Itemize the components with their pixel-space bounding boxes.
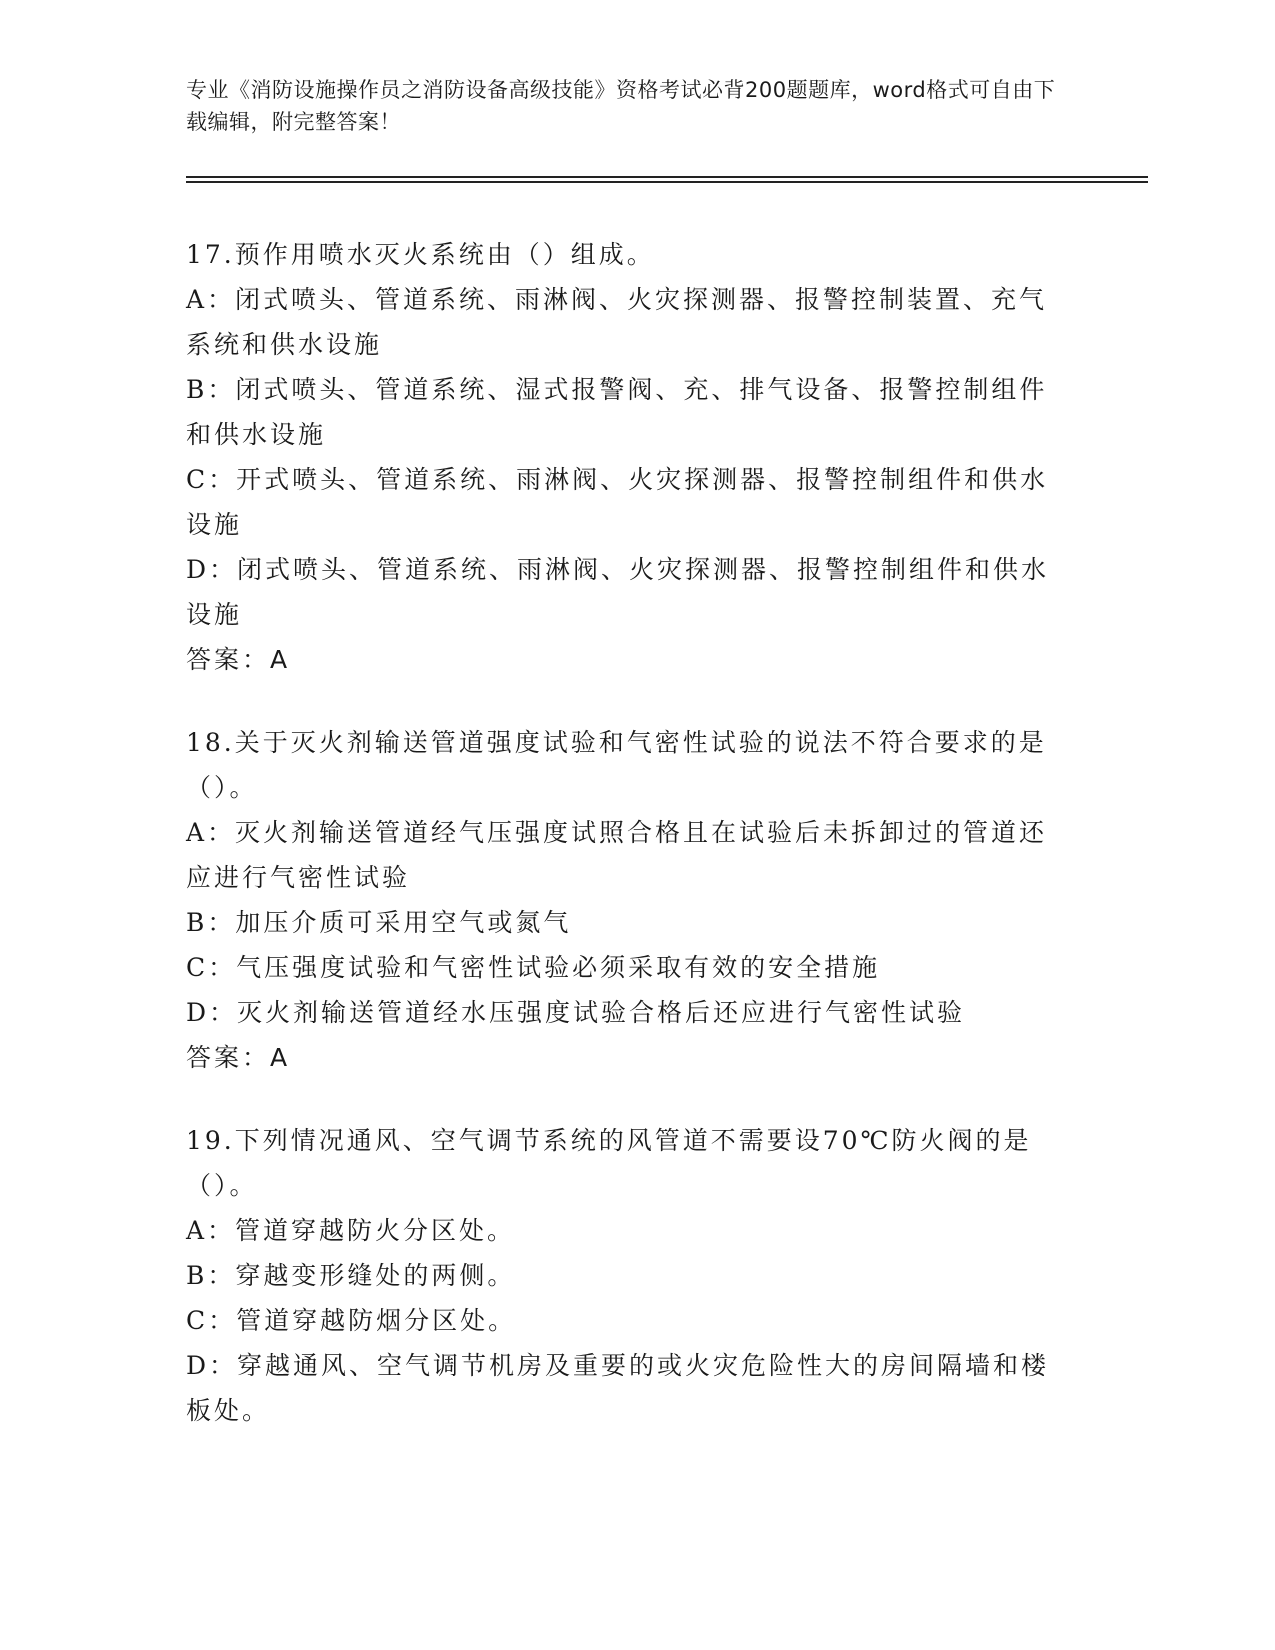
option-b: B：加压介质可采用空气或氮气 [186,908,572,937]
option-c: C：气压强度试验和气密性试验必须采取有效的安全措施 [186,953,881,982]
option-b: B：穿越变形缝处的两侧。 [186,1261,516,1290]
question-stem: 19.下列情况通风、空气调节系统的风管道不需要设70℃防火阀的是（）。 [186,1126,1032,1200]
question-18 [186,720,1066,1080]
option-d: D：灭火剂输送管道经水压强度试验合格后还应进行气密性试验 [186,998,966,1027]
answer-label: 答案：A [186,645,291,674]
question-stem: 18.关于灭火剂输送管道强度试验和气密性试验的说法不符合要求的是（）。 [186,728,1047,802]
header-divider-top [186,176,1148,178]
question-19 [186,1118,1066,1433]
option-c: C：开式喷头、管道系统、雨淋阀、火灾探测器、报警控制组件和供水设施 [186,465,1049,539]
option-b: B：闭式喷头、管道系统、湿式报警阀、充、排气设备、报警控制组件和供水设施 [186,375,1048,449]
header-divider-bottom [186,181,1148,183]
option-a: A：管道穿越防火分区处。 [186,1216,516,1245]
answer-label: 答案：A [186,1043,291,1072]
option-c: C：管道穿越防烟分区处。 [186,1306,517,1335]
option-d: D：穿越通风、空气调节机房及重要的或火灾危险性大的房间隔墙和楼板处。 [186,1351,1050,1425]
question-17 [186,232,1066,682]
option-a: A：闭式喷头、管道系统、雨淋阀、火灾探测器、报警控制装置、充气系统和供水设施 [186,285,1048,359]
question-list [186,232,1066,1471]
question-stem: 17.预作用喷水灭火系统由（）组成。 [186,240,655,269]
option-d: D：闭式喷头、管道系统、雨淋阀、火灾探测器、报警控制组件和供水设施 [186,555,1050,629]
document-header: 专业《消防设施操作员之消防设备高级技能》资格考试必背200题题库，word格式可自由下载编辑，附完整答案！ [186,78,1056,134]
option-a: A：灭火剂输送管道经气压强度试照合格且在试验后未拆卸过的管道还应进行气密性试验 [186,818,1048,892]
